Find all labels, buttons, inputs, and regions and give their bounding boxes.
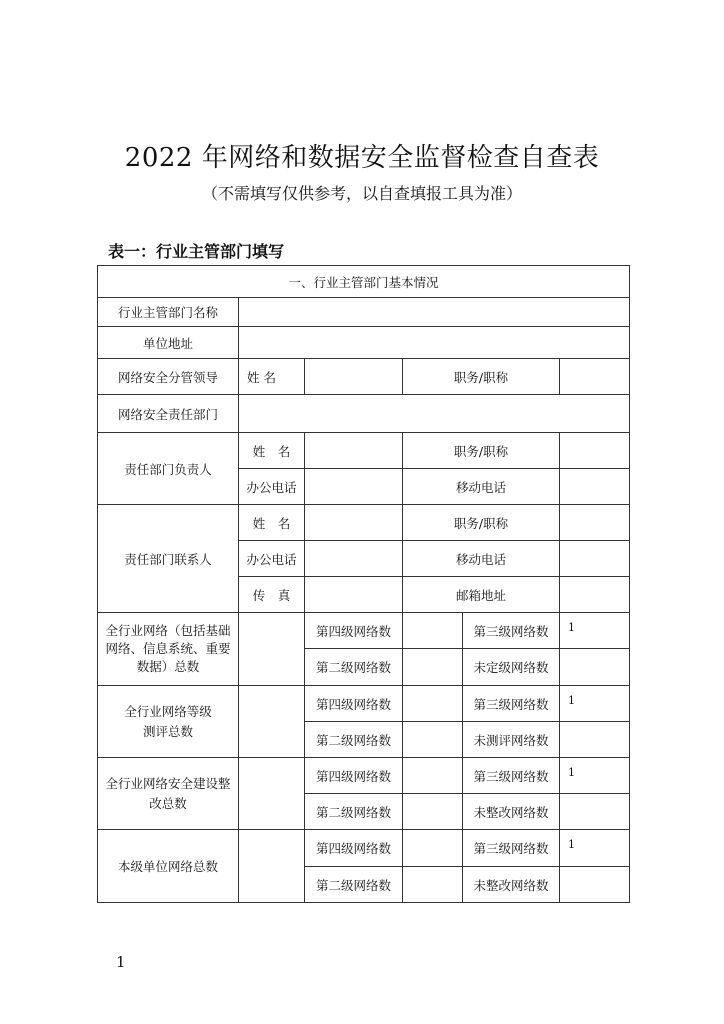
value-local-total[interactable] [239, 830, 305, 903]
label-rectify-level3: 第三级网络数 [463, 758, 560, 794]
label-head-name: 姓 名 [239, 433, 305, 469]
label-eval-level2: 第二级网络数 [305, 722, 403, 758]
value-leader-name[interactable] [305, 359, 403, 395]
value-local-level4[interactable] [403, 830, 463, 867]
value-contact-office-phone[interactable] [305, 541, 403, 577]
label-rectify-level4: 第四级网络数 [305, 758, 403, 794]
label-local-level4: 第四级网络数 [305, 830, 403, 867]
label-contact-name: 姓 名 [239, 505, 305, 541]
value-total-level2[interactable] [403, 649, 463, 686]
label-total-unrated: 未定级网络数 [463, 649, 560, 686]
label-dept-name: 行业主管部门名称 [98, 298, 239, 327]
label-rectify-unrectified: 未整改网络数 [463, 794, 560, 830]
value-head-title[interactable] [560, 433, 630, 469]
label-head-mobile: 移动电话 [403, 469, 560, 505]
label-contact-title: 职务/职称 [403, 505, 560, 541]
label-contact: 责任部门联系人 [98, 505, 239, 613]
label-head-title: 职务/职称 [403, 433, 560, 469]
value-head-office-phone[interactable] [305, 469, 403, 505]
value-rectify-total[interactable] [239, 758, 305, 830]
value-total-unrated[interactable] [560, 649, 630, 686]
value-local-level3[interactable]: 1 [560, 830, 630, 867]
value-head-name[interactable] [305, 433, 403, 469]
value-contact-mobile[interactable] [560, 541, 630, 577]
label-contact-office-phone: 办公电话 [239, 541, 305, 577]
value-rectify-level2[interactable] [403, 794, 463, 830]
value-total-level3[interactable]: 1 [560, 613, 630, 649]
value-dept-name[interactable] [239, 298, 630, 327]
label-leader-title: 职务/职称 [403, 359, 560, 395]
page-title: 2022 年网络和数据安全监督检查自查表 [124, 143, 600, 173]
label-eval-level4: 第四级网络数 [305, 686, 403, 722]
value-contact-email[interactable] [560, 577, 630, 613]
table-heading: 一、行业主管部门基本情况 [98, 266, 630, 298]
label-security-leader: 网络安全分管领导 [98, 359, 239, 395]
value-rectify-level3[interactable]: 1 [560, 758, 630, 794]
value-eval-untested[interactable] [560, 722, 630, 758]
label-total-level4: 第四级网络数 [305, 613, 403, 649]
label-head-office-phone: 办公电话 [239, 469, 305, 505]
label-responsible-dept: 网络安全责任部门 [98, 395, 239, 433]
label-contact-mobile: 移动电话 [403, 541, 560, 577]
label-rectify-level2: 第二级网络数 [305, 794, 403, 830]
label-total-level3: 第三级网络数 [463, 613, 560, 649]
value-local-level2[interactable] [403, 867, 463, 903]
label-eval-total: 全行业网络等级测评总数 [98, 686, 239, 758]
label-total-level2: 第二级网络数 [305, 649, 403, 686]
label-rectify-total: 全行业网络安全建设整改总数 [98, 758, 239, 830]
value-address[interactable] [239, 327, 630, 359]
label-total-networks: 全行业网络（包括基础网络、信息系统、重要数据）总数 [98, 613, 239, 686]
value-leader-title[interactable] [560, 359, 630, 395]
self-check-table [97, 265, 630, 903]
value-contact-title[interactable] [560, 505, 630, 541]
value-rectify-unrectified[interactable] [560, 794, 630, 830]
value-eval-level4[interactable] [403, 686, 463, 722]
value-contact-name[interactable] [305, 505, 403, 541]
value-eval-total[interactable] [239, 686, 305, 758]
value-contact-fax[interactable] [305, 577, 403, 613]
label-eval-untested: 未测评网络数 [463, 722, 560, 758]
label-contact-fax: 传 真 [239, 577, 305, 613]
value-total-level4[interactable] [403, 613, 463, 649]
value-local-unrectified[interactable] [560, 867, 630, 903]
value-responsible-dept[interactable] [239, 395, 630, 433]
label-local-unrectified: 未整改网络数 [463, 867, 560, 903]
label-local-total: 本级单位网络总数 [98, 830, 239, 903]
label-local-level3: 第三级网络数 [463, 830, 560, 867]
label-dept-head: 责任部门负责人 [98, 433, 239, 505]
label-contact-email: 邮箱地址 [403, 577, 560, 613]
value-total-networks[interactable] [239, 613, 305, 686]
page-subtitle: （不需填写仅供参考，以自查填报工具为准） [201, 184, 522, 203]
label-leader-name: 姓 名 [239, 359, 305, 395]
value-rectify-level4[interactable] [403, 758, 463, 794]
section-title: 表一：行业主管部门填写 [108, 242, 285, 261]
page-number: 1 [116, 953, 126, 971]
value-head-mobile[interactable] [560, 469, 630, 505]
value-eval-level2[interactable] [403, 722, 463, 758]
value-eval-level3[interactable]: 1 [560, 686, 630, 722]
label-local-level2: 第二级网络数 [305, 867, 403, 903]
label-address: 单位地址 [98, 327, 239, 359]
label-eval-level3: 第三级网络数 [463, 686, 560, 722]
